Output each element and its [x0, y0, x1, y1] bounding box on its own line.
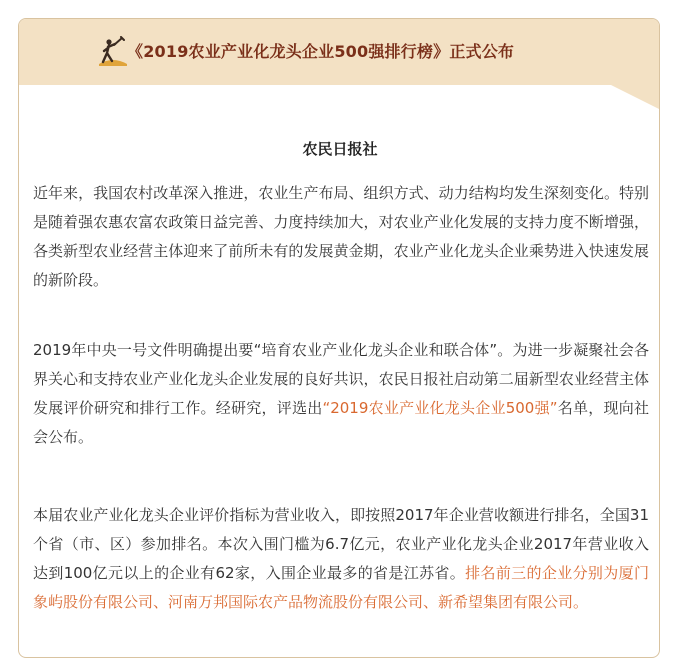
farmer-hoe-icon [97, 36, 129, 68]
paragraph-1 [33, 179, 649, 295]
paragraph-2-text-b: 名单，现向社会公布。 [33, 399, 649, 446]
card-header [19, 19, 659, 85]
paragraph-1-text: 近年来，我国农村改革深入推进，农业生产布局、组织方式、动力结构均发生深刻变化。特别是随着强农惠农富农政策日益完善、力度持续加大，对农业产业化发展的支持力度不断增强，各类新型农业经营主体迎来了前所未有的发展黄金期，农业产业化龙头企业乘势进入快速发展的新阶段。 [33, 184, 649, 289]
paragraph-3 [33, 501, 649, 617]
paragraph-3-highlight: 排名前三的企业分别为厦门象屿股份有限公司、河南万邦国际农产品物流股份有限公司、新希望集团有限公司。 [33, 564, 649, 611]
byline: 农民日报社 [302, 140, 378, 158]
article-title: 《2019农业产业化龙头企业500强排行榜》正式公布 [127, 42, 515, 61]
article-card [18, 18, 660, 658]
header-notch-decoration [611, 85, 659, 109]
paragraph-2 [33, 336, 649, 452]
paragraph-2-text-a: 2019年中央一号文件明确提出要“培育农业产业化龙头企业和联合体”。为进一步凝聚社会各界关心和支持农业产业化龙头企业发展的良好共识，农民日报社启动第二届新型农业经营主体发展评价研究和排行工作。经研究，评选出 [33, 341, 649, 417]
paragraph-2-highlight: “2019农业产业化龙头企业500强” [322, 399, 558, 417]
paragraph-3-text-a: 本届农业产业化龙头企业评价指标为营业收入，即按照2017年企业营收额进行排名，全国31个省（市、区）参加排名。本次入围门槛为6.7亿元，农业产业化龙头企业2017年营业收入达到100亿元以上的企业有62家，入围企业最多的省是江苏省。 [33, 506, 649, 582]
